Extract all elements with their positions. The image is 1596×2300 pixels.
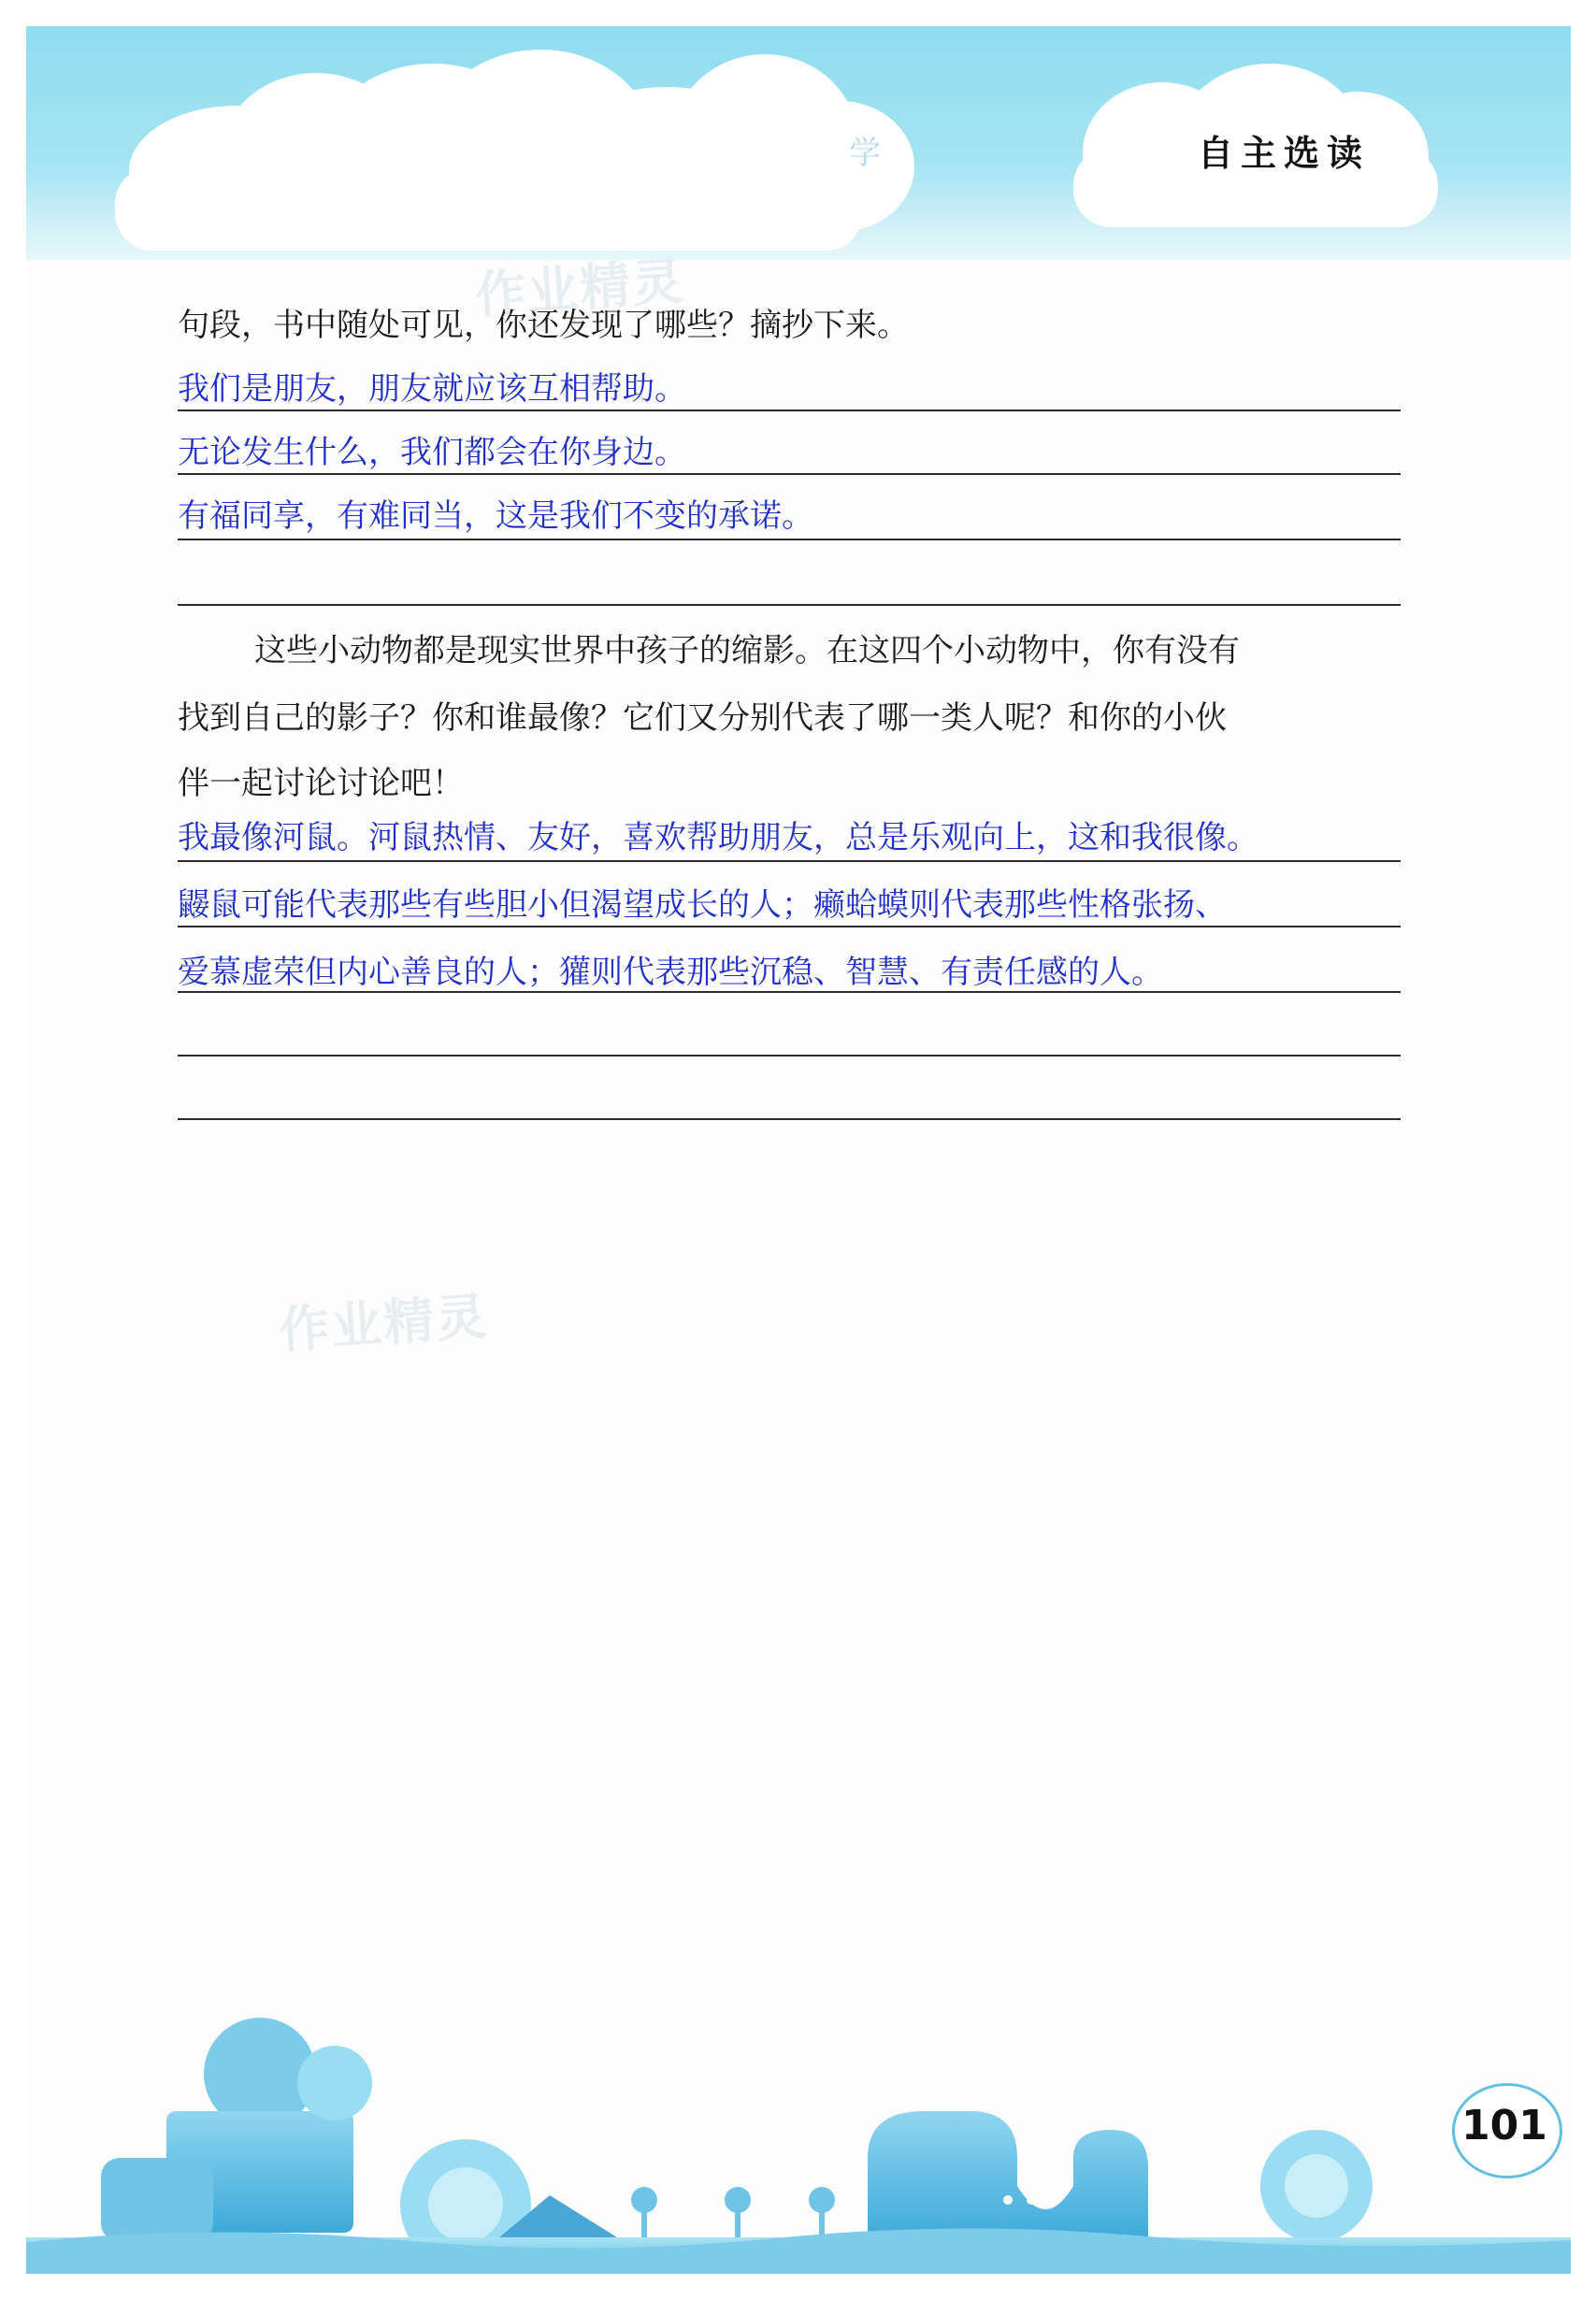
question-1: 句段，书中随处可见，你还发现了哪些？摘抄下来。 <box>178 307 909 344</box>
question-2-line-1: 这些小动物都是现实世界中孩子的缩影。在这四个小动物中，你有没有 <box>254 632 1240 669</box>
answer-rule <box>178 991 1401 993</box>
answer-rule <box>178 539 1401 540</box>
answer-rule <box>178 473 1401 475</box>
answer-rule <box>178 926 1401 927</box>
answer-1-line-3: 有福同享，有难同当，这是我们不变的承诺。 <box>178 497 813 535</box>
footer-illustration <box>26 1971 1571 2274</box>
answer-2-line-2: 鼹鼠可能代表那些有些胆小但渴望成长的人；癞蛤蟆则代表那些性格张扬、 <box>178 886 1227 924</box>
answer-rule <box>178 410 1401 411</box>
answer-2-line-1: 我最像河鼠。河鼠热情、友好，喜欢帮助朋友，总是乐观向上，这和我很像。 <box>178 819 1258 856</box>
answer-rule <box>178 860 1401 862</box>
question-2-line-2: 找到自己的影子？你和谁最像？它们又分别代表了哪一类人呢？和你的小伙 <box>178 699 1227 737</box>
watermark: 作业精灵 <box>473 252 687 325</box>
answer-rule <box>178 604 1401 606</box>
answer-1-line-1: 我们是朋友，朋友就应该互相帮助。 <box>178 370 686 408</box>
answer-rule <box>178 1118 1401 1120</box>
answer-rule <box>178 1055 1401 1057</box>
content-area <box>26 26 1571 1242</box>
answer-2-line-3: 爱慕虚荣但内心善良的人；獾则代表那些沉稳、智慧、有责任感的人。 <box>178 954 1163 991</box>
page-number: 101 <box>1461 2102 1547 2149</box>
workbook-page <box>26 26 1571 2274</box>
section-title: 自主选读 <box>1197 133 1370 174</box>
header-faint-text: 学 <box>849 135 884 172</box>
answer-1-line-2: 无论发生什么，我们都会在你身边。 <box>178 434 686 471</box>
question-2-line-3: 伴一起讨论讨论吧！ <box>178 765 464 802</box>
watermark: 作业精灵 <box>277 1287 491 1360</box>
